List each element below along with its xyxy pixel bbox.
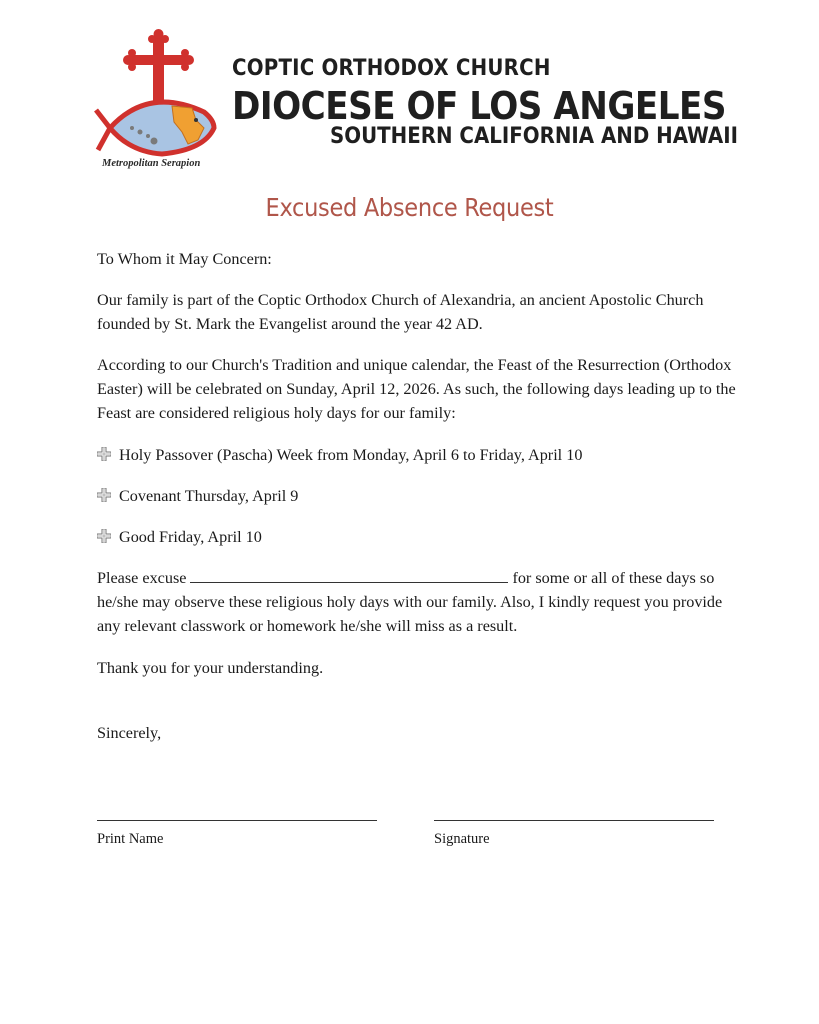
paragraph-2: According to our Church's Tradition and unique calendar, the Feast of the Resurrection (Orthodox Easter) will be celebrated on Sunday, April 12, 2026. As such, the following days leading up to the Feast are considered religious holy days for our family: xyxy=(97,356,736,422)
diocese-region: SOUTHERN CALIFORNIA AND HAWAII xyxy=(330,124,738,149)
paragraph-1: Our family is part of the Coptic Orthodox Church of Alexandria, an ancient Apostolic Church founded by St. Mark the Evangelist around the year 42 AD. xyxy=(97,291,704,333)
list-item-text: Good Friday, April 10 xyxy=(119,528,262,546)
cross-fish-logo-icon xyxy=(92,28,224,158)
cross-bullet-icon xyxy=(97,447,111,461)
page-title: Excused Absence Request xyxy=(265,193,554,222)
signature-label: Signature xyxy=(434,831,490,847)
list-item xyxy=(97,443,582,467)
cross-bullet-icon xyxy=(97,529,111,543)
list-item xyxy=(97,525,262,549)
paragraph-3-start: Please excuse xyxy=(97,569,187,587)
logo-caption: Metropolitan Serapion xyxy=(102,158,201,169)
thanks-line: Thank you for your understanding. xyxy=(97,659,324,677)
closing: Sincerely, xyxy=(97,724,162,742)
list-item-text: Holy Passover (Pascha) Week from Monday, April 6 to Friday, April 10 xyxy=(119,446,583,464)
list-item-text: Covenant Thursday, April 9 xyxy=(119,487,299,505)
signature-line[interactable] xyxy=(434,820,714,821)
salutation: To Whom it May Concern: xyxy=(97,250,272,268)
church-name: COPTIC ORTHODOX CHURCH xyxy=(232,56,551,81)
print-name-label: Print Name xyxy=(97,831,164,847)
student-name-blank[interactable] xyxy=(190,568,508,583)
cross-bullet-icon xyxy=(97,488,111,502)
diocese-name: DIOCESE OF LOS ANGELES xyxy=(232,84,727,128)
paragraph-3 xyxy=(97,566,737,638)
print-name-line[interactable] xyxy=(97,820,377,821)
diocese-logo xyxy=(92,28,224,178)
paragraph-3-end: for some or all of these days so he/she may observe these religious holy days with our family. Also, I kindly request you provide any relevant classwork or homework he/she will miss as a result. xyxy=(97,569,723,635)
list-item xyxy=(97,484,298,508)
